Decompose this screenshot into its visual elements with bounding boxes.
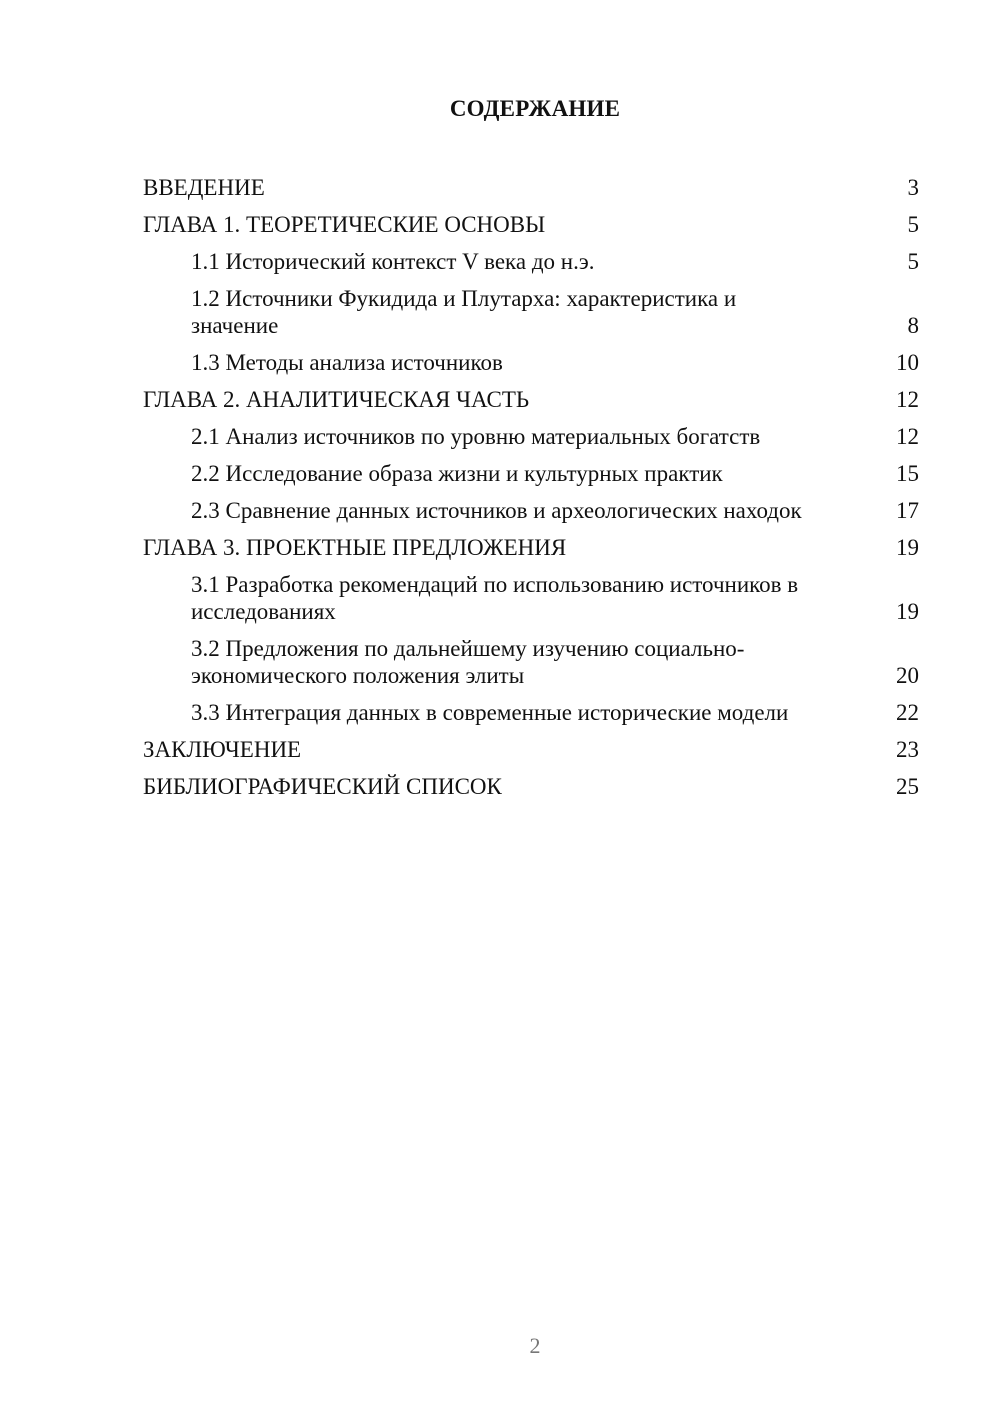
toc-entry-page: 23 (896, 737, 919, 762)
toc-entry-label: 2.2 Исследование образа жизни и культурных практик (191, 461, 723, 486)
toc-entry-page: 5 (907, 212, 919, 237)
toc-entry-label: 1.2 Источники Фукидида и Плутарха: характеристика и значение (191, 286, 737, 338)
toc-entry-label: 2.1 Анализ источников по уровню материальных богатств (191, 424, 761, 449)
toc-entry-chapter-1[interactable] (143, 206, 919, 243)
toc-entry-label: 2.3 Сравнение данных источников и археологических находок (191, 498, 802, 523)
toc-entry-page: 12 (896, 424, 919, 449)
toc-entry-page: 15 (896, 461, 919, 486)
toc-entry-section-2-3[interactable] (143, 492, 919, 529)
page-title: СОДЕРЖАНИЕ (449, 96, 621, 121)
toc-entry-section-2-1[interactable] (143, 418, 919, 455)
toc-entry-section-1-3[interactable] (143, 344, 919, 381)
table-of-contents (143, 169, 919, 805)
toc-entry-label: 3.2 Предложения по дальнейшему изучению социально-экономического положения элиты (191, 636, 745, 688)
toc-entry-page: 19 (896, 535, 919, 560)
toc-entry-page: 20 (896, 663, 919, 688)
toc-entry-section-1-1[interactable] (143, 243, 919, 280)
toc-entry-section-3-3[interactable] (143, 694, 919, 731)
toc-entry-label: 3.3 Интеграция данных в современные исторические модели (191, 700, 789, 725)
toc-entry-introduction[interactable] (143, 169, 919, 206)
toc-entry-chapter-2[interactable] (143, 381, 919, 418)
toc-entry-page: 5 (907, 249, 919, 274)
toc-entry-label: 3.1 Разработка рекомендаций по использованию источников в исследованиях (191, 572, 799, 624)
toc-entry-page: 19 (896, 599, 919, 624)
toc-entry-label: БИБЛИОГРАФИЧЕСКИЙ СПИСОК (143, 774, 502, 799)
toc-entry-page: 8 (907, 313, 919, 338)
toc-entry-page: 17 (896, 498, 919, 523)
toc-entry-section-3-1[interactable] (143, 566, 919, 630)
toc-entry-page: 10 (896, 350, 919, 375)
toc-entry-bibliography[interactable] (143, 768, 919, 805)
toc-entry-page: 25 (896, 774, 919, 799)
toc-entry-section-2-2[interactable] (143, 455, 919, 492)
toc-entry-label: ГЛАВА 3. ПРОЕКТНЫЕ ПРЕДЛОЖЕНИЯ (143, 535, 567, 560)
toc-entry-label: ЗАКЛЮЧЕНИЕ (143, 737, 302, 762)
page-number: 2 (529, 1333, 541, 1358)
toc-entry-section-1-2[interactable] (143, 280, 919, 344)
toc-entry-label: 1.1 Исторический контекст V века до н.э. (191, 249, 595, 274)
toc-entry-label: 1.3 Методы анализа источников (191, 350, 503, 375)
toc-entry-label: ВВЕДЕНИЕ (143, 175, 265, 200)
toc-entry-chapter-3[interactable] (143, 529, 919, 566)
toc-entry-section-3-2[interactable] (143, 630, 919, 694)
toc-entry-page: 12 (896, 387, 919, 412)
toc-entry-conclusion[interactable] (143, 731, 919, 768)
toc-entry-page: 3 (907, 175, 919, 200)
toc-entry-label: ГЛАВА 2. АНАЛИТИЧЕСКАЯ ЧАСТЬ (143, 387, 530, 412)
toc-entry-label: ГЛАВА 1. ТЕОРЕТИЧЕСКИЕ ОСНОВЫ (143, 212, 546, 237)
toc-entry-page: 22 (896, 700, 919, 725)
